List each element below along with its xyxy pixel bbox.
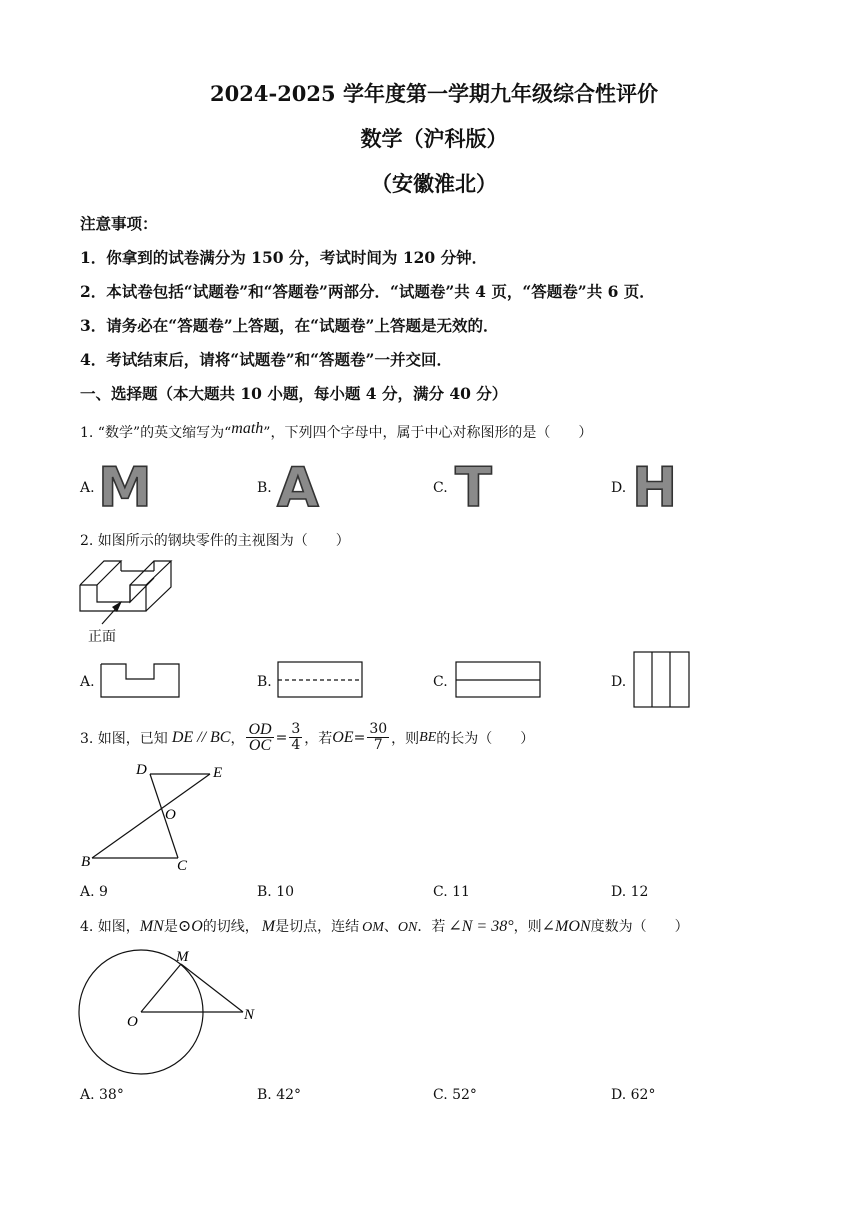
q4-mn: MN (139, 918, 164, 935)
q1-text-pre: 1. “数学”的英文缩写为“ (80, 425, 232, 441)
q4-if: ．若 (417, 919, 446, 935)
q4-tail: 度数为（ ） (590, 919, 689, 935)
q4-circle: ⊙O (177, 918, 203, 935)
q4-option-c: C. 52° (433, 1087, 477, 1103)
notice-heading: 注意事项： (80, 214, 158, 233)
q3-option-a: A. 9 (80, 884, 108, 900)
q1-option-d-label: D. (611, 480, 627, 496)
q1-option-a-letter: M (98, 456, 152, 519)
q4-point: 是切点，连结 (275, 919, 360, 935)
q4-then: ，则 (513, 919, 542, 935)
notice-item: 3．请务必在“答题卷”上答题，在“试题卷”上答题是无效的． (80, 316, 499, 335)
q3-option-b: B. 10 (257, 884, 295, 900)
q4-om: OM (362, 920, 384, 935)
q2-option-b-label: B. (257, 674, 272, 690)
q3-frac1-num: OD (248, 721, 272, 738)
q4-option-a: A. 38° (80, 1087, 124, 1103)
q2-front-label: 正面 (88, 629, 116, 645)
q3-be: BE (419, 729, 437, 745)
question-2: 2. 如图所示的钢块零件的主视图为（ ） (80, 533, 350, 549)
q4-on: ON (397, 920, 418, 935)
q3-label-d: D (136, 762, 147, 778)
notice-item: 2．本试卷包括“试题卷”和“答题卷”两部分．“试题卷”共 4 页，“答题卷”共 6 页． (80, 282, 655, 301)
q3-frac3-num: 30 (369, 721, 388, 737)
q3-post: ，则 (391, 730, 420, 747)
q3-label-e: E (213, 765, 223, 781)
subject-title: 数学（沪科版） (360, 126, 508, 151)
q4-option-b: B. 42° (257, 1087, 302, 1103)
q3-frac2-num: 3 (291, 721, 301, 737)
q4-sep: 、 (383, 919, 398, 935)
q2-option-a-label: A. (80, 674, 95, 690)
q2-option-d-label: D. (611, 674, 627, 690)
q1-option-b-letter: A (277, 456, 319, 519)
q3-text-pre: 3. 如图，已知 (80, 730, 168, 747)
q4-angle-n: ∠N = 38° (448, 918, 514, 935)
q1-option-c-letter: T (455, 456, 492, 519)
notice-item: 1．你拿到的试卷满分为 150 分，考试时间为 120 分钟． (80, 248, 488, 267)
q3-oe: OE (332, 728, 354, 746)
section-heading: 一、选择题（本大题共 10 小题，每小题 4 分，满分 40 分） (80, 384, 508, 403)
q1-word: math (231, 420, 264, 437)
q4-m: M (261, 918, 276, 935)
q3-frac2-den: 4 (291, 737, 301, 753)
q4-option-d: D. 62° (611, 1087, 656, 1103)
q3-label-o: O (165, 807, 176, 823)
q4-label-o: O (127, 1014, 138, 1030)
q3-parallel: DE // BC (171, 728, 231, 746)
q3-frac1-den: OC (248, 737, 272, 754)
q1-option-c-label: C. (433, 480, 448, 496)
q3-option-d: D. 12 (611, 884, 649, 900)
q3-eq: = (275, 729, 288, 746)
q3-comma: ， (230, 730, 245, 747)
q3-mid: ，若 (304, 730, 333, 747)
q1-option-a-label: A. (80, 480, 95, 496)
q4-pre: 4. 如图， (80, 919, 140, 935)
q1-option-d-letter: H (632, 456, 678, 519)
q3-eq2: = (353, 729, 366, 746)
q4-label-m: M (176, 949, 189, 965)
q1-text-post: ”，下列四个字母中，属于中心对称图形的是（ ） (263, 425, 593, 441)
q4-tangent: 的切线， (202, 919, 259, 935)
region-title: （安徽淮北） (371, 171, 497, 196)
q3-label-b: B (81, 854, 91, 870)
q4-is: 是 (163, 919, 178, 935)
q1-option-b-label: B. (257, 480, 272, 496)
q2-option-c-label: C. (433, 674, 448, 690)
q3-label-c: C (177, 858, 188, 874)
q4-label-n: N (244, 1007, 255, 1023)
q3-frac3-den: 7 (373, 737, 383, 753)
q4-angle-mon: ∠MON (541, 918, 591, 935)
q3-tail: 的长为（ ） (436, 730, 535, 747)
exam-title: 2024-2025 学年度第一学期九年级综合性评价 (210, 81, 658, 106)
notice-item: 4．考试结束后，请将“试题卷”和“答题卷”一并交回． (80, 350, 452, 369)
q3-option-c: C. 11 (433, 884, 470, 900)
